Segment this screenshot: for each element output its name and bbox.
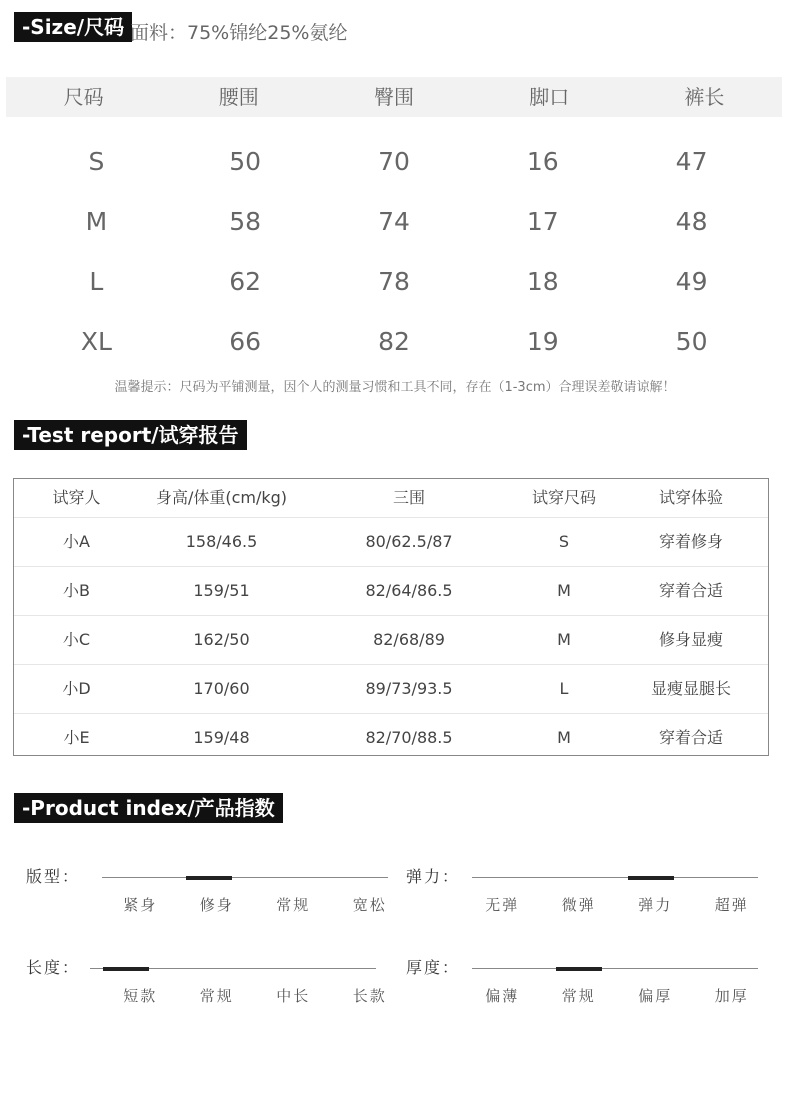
index-scale-option: 紧身 [123, 896, 158, 914]
size-header-cell: 腰围 [218, 85, 259, 109]
test-cell: 82/70/88.5 [365, 728, 453, 747]
size-cell: 18 [526, 267, 559, 296]
size-cell: 48 [675, 207, 708, 236]
index-scale-label: 弹力： [406, 867, 461, 886]
size-cell: 66 [229, 327, 262, 356]
index-scale-option: 常规 [561, 987, 596, 1005]
test-cell: 80/62.5/87 [365, 532, 453, 551]
test-cell: 小E [63, 728, 90, 747]
test-cell: 穿着合适 [658, 728, 723, 747]
size-cell: 58 [229, 207, 262, 236]
test-cell: 穿着合适 [658, 581, 723, 600]
index-scale-option: 中长 [276, 987, 311, 1005]
index-scale-marker [628, 876, 674, 880]
index-scale-marker [186, 876, 232, 880]
index-scale-option: 加厚 [714, 987, 749, 1005]
product-index-tag: -Product index/产品指数 [14, 793, 283, 823]
test-cell: M [557, 581, 571, 600]
index-scale-option: 常规 [199, 987, 234, 1005]
size-cell: 49 [675, 267, 708, 296]
size-cell: 74 [378, 207, 410, 236]
size-cell: XL [80, 327, 112, 356]
test-cell: S [558, 532, 570, 551]
test-header-cell: 试穿体验 [658, 488, 723, 507]
index-scale-fit [26, 864, 386, 934]
size-table-header [6, 77, 782, 117]
index-scale-marker [556, 967, 602, 971]
size-header-cell: 裤长 [684, 85, 725, 109]
size-cell: 16 [526, 147, 559, 176]
test-cell: 小A [63, 532, 90, 551]
index-scale-option: 常规 [276, 896, 311, 914]
test-cell: 小C [62, 630, 91, 649]
test-cell: 显瘦显腿长 [650, 679, 731, 698]
test-cell: 82/68/89 [373, 630, 445, 649]
test-table-header [14, 479, 768, 518]
index-scale-option: 短款 [123, 987, 158, 1005]
index-scale-option: 弹力 [638, 896, 673, 914]
size-table-body [22, 132, 766, 372]
test-cell: 穿着修身 [658, 532, 723, 551]
index-scale-label: 厚度： [406, 958, 461, 977]
test-header-cell: 试穿人 [52, 488, 101, 507]
test-cell: 小B [63, 581, 90, 600]
index-scale-options [464, 985, 770, 1006]
size-cell: 19 [526, 327, 559, 356]
index-scale-track [102, 877, 388, 878]
index-scale-track [90, 968, 376, 969]
test-cell: L [559, 679, 569, 698]
size-header-cell: 臀围 [374, 85, 414, 109]
index-scale-marker [103, 967, 149, 971]
test-cell: 158/46.5 [185, 532, 258, 551]
index-scale-track [472, 877, 758, 878]
test-row [14, 567, 768, 616]
size-cell: 78 [378, 267, 410, 296]
size-cell: 17 [526, 207, 559, 236]
index-scale-option: 长款 [352, 987, 387, 1005]
test-report-tag: -Test report/试穿报告 [14, 420, 247, 450]
index-scale-track [472, 968, 758, 969]
test-cell: M [557, 630, 571, 649]
test-cell: 159/51 [193, 581, 250, 600]
index-scale-option: 无弹 [485, 896, 520, 914]
index-scale-length [26, 955, 386, 1025]
size-header-cell: 脚口 [529, 85, 570, 109]
test-cell: 162/50 [193, 630, 250, 649]
test-row [14, 518, 768, 567]
size-row [22, 252, 766, 312]
test-cell: 170/60 [193, 679, 250, 698]
size-cell: S [88, 147, 105, 176]
size-row [22, 132, 766, 192]
test-row [14, 665, 768, 714]
test-cell: 82/64/86.5 [365, 581, 453, 600]
index-scale-options [464, 894, 770, 915]
size-cell: 47 [675, 147, 708, 176]
size-cell: 50 [675, 327, 708, 356]
index-scale-option: 修身 [199, 896, 234, 914]
index-scale-option: 偏厚 [638, 987, 673, 1005]
index-scale-thickness [406, 955, 766, 1025]
index-scale-elasticity [406, 864, 766, 934]
size-cell: 82 [378, 327, 410, 356]
index-scale-label: 版型： [26, 867, 81, 886]
index-scale-option: 宽松 [352, 896, 387, 914]
size-cell: L [89, 267, 104, 296]
index-scale-option: 偏薄 [485, 987, 520, 1005]
test-cell: M [557, 728, 571, 747]
test-row [14, 714, 768, 762]
test-header-cell: 试穿尺码 [531, 488, 596, 507]
size-cell: 50 [229, 147, 262, 176]
index-scale-option: 微弹 [561, 896, 596, 914]
size-row [22, 192, 766, 252]
index-scale-options [102, 894, 408, 915]
measurement-note: 温馨提示：尺码为平铺测量，因个人的测量习惯和工具不同，存在（1-3cm）合理误差敬请谅解！ [114, 380, 676, 395]
test-cell: 修身显瘦 [658, 630, 723, 649]
size-section-tag: -Size/尺码 [14, 12, 132, 42]
size-cell: M [85, 207, 108, 236]
size-cell: 70 [378, 147, 410, 176]
test-row [14, 616, 768, 665]
test-header-cell: 三围 [392, 488, 425, 507]
size-row [22, 312, 766, 372]
test-header-cell: 身高/体重(cm/kg) [155, 488, 288, 507]
fabric-info: 面料：75%锦纶25%氨纶 [130, 22, 348, 44]
index-scale-label: 长度： [26, 958, 81, 977]
test-cell: 89/73/93.5 [365, 679, 453, 698]
test-cell: 159/48 [193, 728, 250, 747]
test-cell: 小D [62, 679, 91, 698]
test-report-table [13, 478, 769, 756]
size-header-cell: 尺码 [63, 85, 104, 109]
size-cell: 62 [229, 267, 262, 296]
index-scale-options [102, 985, 408, 1006]
index-scale-option: 超弹 [714, 896, 749, 914]
